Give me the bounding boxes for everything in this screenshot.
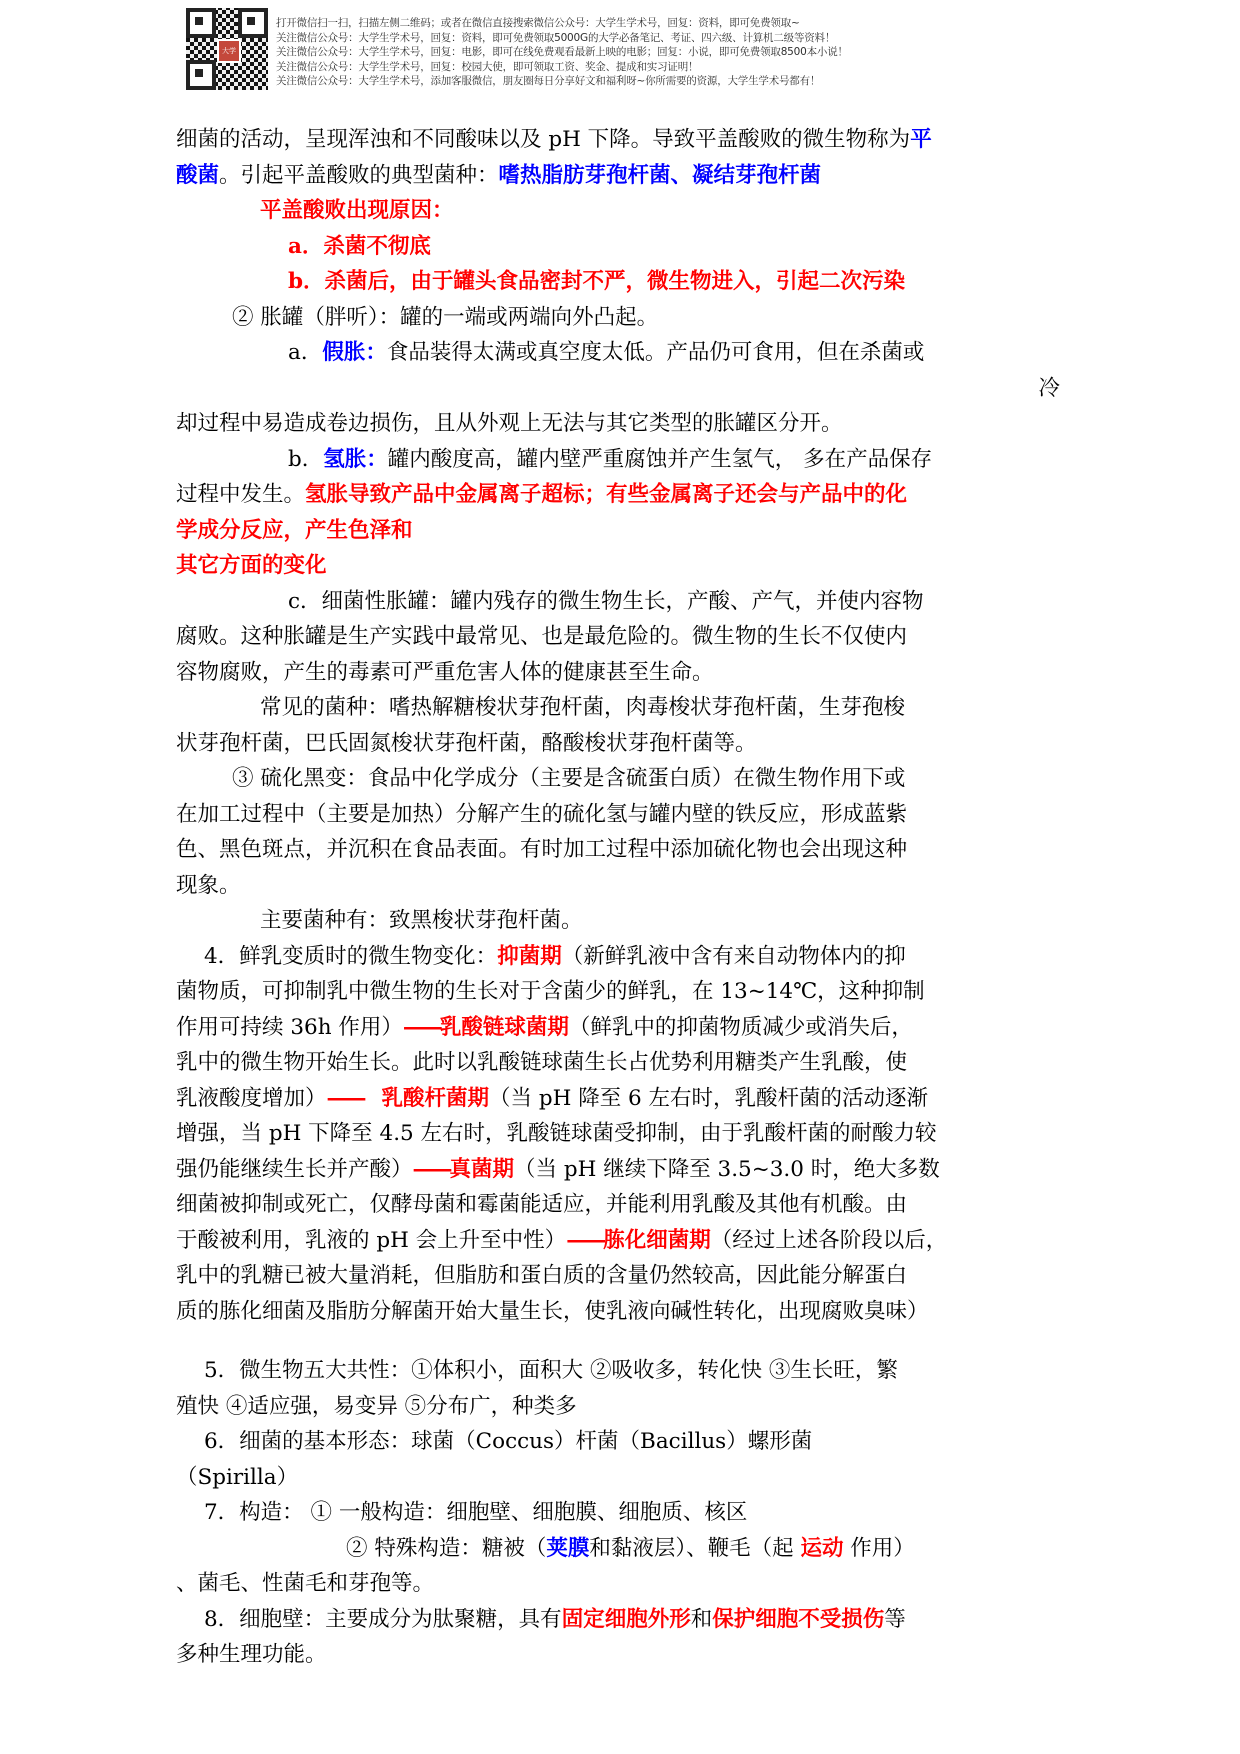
text-run-highlight: 假胀： [322,340,387,365]
item-5-line-2 [176,1389,1068,1425]
text-run: 乳液酸度增加） [176,1085,327,1111]
cause-item-a [176,229,1068,265]
common-species-line-1 [176,690,1068,726]
text-run-highlight: 氢胀： [323,446,388,472]
term-capsule: 荚膜 [546,1535,590,1561]
qr-finder-top-left-icon [186,8,216,38]
paragraph-flat-sour-intro [176,122,1068,158]
text-run: 6．细菌的基本形态：球菌（Coccus）杆菌（Bacillus）螺形菌 [204,1429,813,1454]
text-run: 常见的菌种：嗜热解糖梭状芽孢杆菌，肉毒梭状芽孢杆菌，生芽孢梭 [260,695,906,720]
text-run: 细菌被抑制或死亡，仅酵母菌和霉菌能适应，并能利用乳酸及其他有机酸。由 [176,1192,908,1217]
text-run: 、菌毛、性菌毛和芽孢等。 [176,1571,435,1596]
text-run-highlight: 其它方面的变化 [176,553,327,578]
text-run: 乳中的微生物开始生长。此时以乳酸链球菌生长占优势利用糖类产生乳酸，使 [176,1050,908,1075]
item-4-line-5 [176,1081,1068,1117]
text-run: （鲜乳中的抑菌物质减少或消失后， [568,1014,913,1040]
item-8-line-2 [176,1637,1068,1673]
text-run: c． [288,588,322,614]
text-run: 冷 [1038,375,1060,401]
item-7-structure [176,1495,1068,1531]
sub-item-b-red-line-3 [176,548,1068,584]
text-run: 增强，当 pH 下降至 4.5 左右时，乳酸链球菌受抑制，由于乳酸杆菌的耐酸力较 [176,1121,937,1146]
item-6-bacterial-forms [176,1424,1068,1460]
text-run: 细菌的活动，呈现浑浊和不同酸味以及 pH 下降。导致平盖酸败的微生物称为 [176,127,911,152]
text-run: 过程中发生。 [176,482,306,507]
text-run: 作用） [843,1535,915,1561]
item-4-line-11 [176,1294,1068,1330]
text-run: （Spirilla） [176,1464,299,1490]
watermark-line: 打开微信扫一扫，扫描左侧二维码；或者在微信直接搜索微信公众号：大学生学术号，回复：资料，即可免费领取~ [276,17,800,29]
watermark-line: 关注微信公众号：大学生学术号，回复：电影，即可在线免费观看最新上映的电影；回复：小说，即可免费领取8500本小说！ [276,46,848,58]
text-run: ③ 硫化黑变：食品中化学成分（主要是含硫蛋白质）在微生物作用下或 [232,766,906,791]
term-fix-cell-shape: 固定细胞外形 [561,1606,691,1632]
sub-item-a-false-swell [176,335,1068,371]
text-run: 容物腐败，产生的毒素可严重危害人体的健康甚至生命。 [176,659,714,685]
qr-center-logo: 大学 [217,39,241,63]
text-run: 4．鲜乳变质时的微生物变化： [204,943,498,969]
text-run: 腐败。这种胀罐是生产实践中最常见、也是最危险的。微生物的生长不仅使内 [176,624,908,649]
item-4-line-8 [176,1187,1068,1223]
watermark-line: 关注微信公众号：大学生学术号，回复：资料，即可免费领取5000G的大学必备笔记、考证、四六级、计算机二级等资料！ [276,31,836,44]
text-run: b． [288,446,324,472]
item-6-line-2 [176,1460,1068,1496]
item-4-milk-spoilage [176,939,1068,975]
term-lactic-streptococcus-phase: 乳酸链球菌期 [439,1014,569,1040]
text-run: 现象。 [176,872,241,898]
sub-item-a-hanging-char [176,371,1068,407]
em-dash-separator: —— [566,1227,604,1253]
term-lactobacillus-phase: 乳酸杆菌期 [381,1085,490,1111]
term-inhibition-phase: 抑菌期 [497,943,562,969]
item-3-line-3 [176,832,1068,868]
text-run: 7．构造： ① 一般构造：细胞壁、细胞膜、细胞质、核区 [204,1500,748,1525]
text-run: 8．细胞壁：主要成分为肽聚糖，具有 [204,1606,562,1632]
text-run: 乳中的乳糖已被大量消耗，但脂肪和蛋白质的含量仍然较高，因此能分解蛋白 [176,1263,908,1288]
text-run: 食品装得太满或真空度太低。产品仍可食用，但在杀菌或 [386,340,925,365]
sub-item-b-hydrogen-swell [176,442,1068,478]
em-dash-separator: —— [412,1156,450,1182]
text-run: 作用可持续 36h 作用） [176,1014,403,1040]
text-run: 和黏液层）、鞭毛（起 [589,1535,801,1561]
text-run: 于酸被利用，乳液的 pH 会上升至中性） [176,1227,567,1253]
text-run: 状芽孢杆菌，巴氏固氮梭状芽孢杆菌，酪酸梭状芽孢杆菌等。 [176,730,757,756]
watermark-line: 关注微信公众号：大学生学术号，回复：校园大使，即可领取工资、奖金、提成和实习证明！ [276,60,699,73]
item-4-line-9 [176,1223,1068,1259]
sub-item-b-red-line-2 [176,513,1068,549]
text-run: 强仍能继续生长并产酸） [176,1156,413,1182]
text-run-highlight: 学成分反应，产生色泽和 [176,517,413,543]
text-run: a． [288,340,323,365]
text-run: ② 特殊构造：糖被（ [346,1535,547,1561]
text-run: 质的胨化细菌及脂肪分解菌开始大量生长，使乳液向碱性转化，出现腐败臭味） [176,1298,929,1324]
item-2-swollen-can [176,300,1068,336]
text-run: 却过程中易造成卷边损伤，且从外观上无法与其它类型的胀罐区分开。 [176,411,843,436]
text-run: 主要菌种有：致黑梭状芽孢杆菌。 [260,908,583,933]
paragraph-spacer [176,1329,1068,1353]
text-run: 等 [884,1606,906,1632]
text-run-highlight: a．杀菌不彻底 [288,233,431,259]
term-peptonizing-bacteria-phase: 胨化细菌期 [603,1227,711,1253]
sub-item-a-continued [176,406,1068,442]
item-3-sulfide-blackening [176,761,1068,797]
text-run: 。引起平盖酸败的典型菌种： [219,162,499,188]
item-4-line-7 [176,1152,1068,1188]
text-run: 色、黑色斑点，并沉积在食品表面。有时加工过程中添加硫化物也会出现这种 [176,837,908,862]
item-4-line-3 [176,1010,1068,1046]
item-5-five-characteristics [176,1353,1068,1389]
text-run: 多种生理功能。 [176,1642,327,1667]
text-run: 菌物质，可抑制乳中微生物的生长对于含菌少的鲜乳，在 13~14℃，这种抑制 [176,979,925,1004]
text-run: 在加工过程中（主要是加热）分解产生的硫化氢与罐内壁的铁反应，形成蓝紫 [176,801,908,827]
sub-item-c-bacterial-swell [176,584,1068,620]
item-8-cell-wall [176,1602,1068,1638]
sub-item-b-continued [176,477,1068,513]
qr-finder-bottom-left-icon [186,60,216,90]
item-7-special-structure [176,1531,1068,1567]
item-4-line-6 [176,1116,1068,1152]
term-fungal-phase: 真菌期 [449,1156,515,1182]
qr-finder-top-right-icon [238,8,268,38]
common-species-line-2 [176,726,1068,762]
text-run-highlight: 平 [910,127,932,152]
sub-item-c-line-2 [176,619,1068,655]
text-run: 5．微生物五大共性：①体积小，面积大 ②吸收多，转化快 ③生长旺，繁 [204,1358,898,1383]
item-3-line-4 [176,868,1068,904]
item-3-line-2 [176,797,1068,833]
sub-item-c-line-3 [176,655,1068,691]
main-species-line [176,903,1068,939]
text-run: （新鲜乳液中含有来自动物体内的抑 [561,943,906,969]
item-7-line-3 [176,1566,1068,1602]
text-run: （经过上述各阶段以后， [710,1227,948,1253]
watermark-line: 关注微信公众号：大学生学术号，添加客服微信，朋友圈每日分享好文和福利呀~你所需要的资源，大学生学术号都有！ [276,75,821,87]
item-4-line-2 [176,974,1068,1010]
heading-flat-sour-causes [176,193,1068,229]
text-run: 殖快 ④适应强，易变异 ⑤分布广，种类多 [176,1393,577,1419]
text-run: 罐内酸度高，罐内壁严重腐蚀并产生氢气， 多在产品保存 [387,446,933,472]
text-run: （当 pH 降至 6 左右时，乳酸杆菌的活动逐渐 [489,1085,929,1111]
term-protect-cell: 保护细胞不受损伤 [712,1606,885,1632]
term-motility: 运动 [800,1535,844,1561]
text-run: 和 [690,1606,713,1632]
text-run-highlight: b．杀菌后，由于罐头食品密封不严，微生物进入，引起二次污染 [288,269,906,294]
text-run-highlight: 氢胀导致产品中金属离子超标；有些金属离子还会与产品中的化 [305,482,908,507]
text-run-highlight: 嗜热脂肪芽孢杆菌、凝结芽孢杆菌 [498,162,822,188]
document-body [176,122,1068,1673]
item-4-line-4 [176,1045,1068,1081]
text-run: 细菌性胀罐：罐内残存的微生物生长，产酸、产气，并使内容物 [321,588,924,614]
em-dash-separator: —— [402,1014,440,1040]
em-dash-separator: —— [326,1085,364,1111]
watermark-banner [186,8,1066,100]
text-run: ② 胀罐（胖听）：罐的一端或两端向外凸起。 [232,304,659,330]
item-4-line-10 [176,1258,1068,1294]
paragraph-flat-sour-species [176,158,1068,194]
cause-item-b [176,264,1068,300]
text-run-highlight: 酸菌 [176,162,220,188]
qr-code-image [186,8,268,90]
text-run: （当 pH 继续下降至 3.5~3.0 时，绝大多数 [514,1156,940,1182]
watermark-text-block [276,8,848,87]
text-run-highlight: 平盖酸败出现原因： [260,198,454,223]
